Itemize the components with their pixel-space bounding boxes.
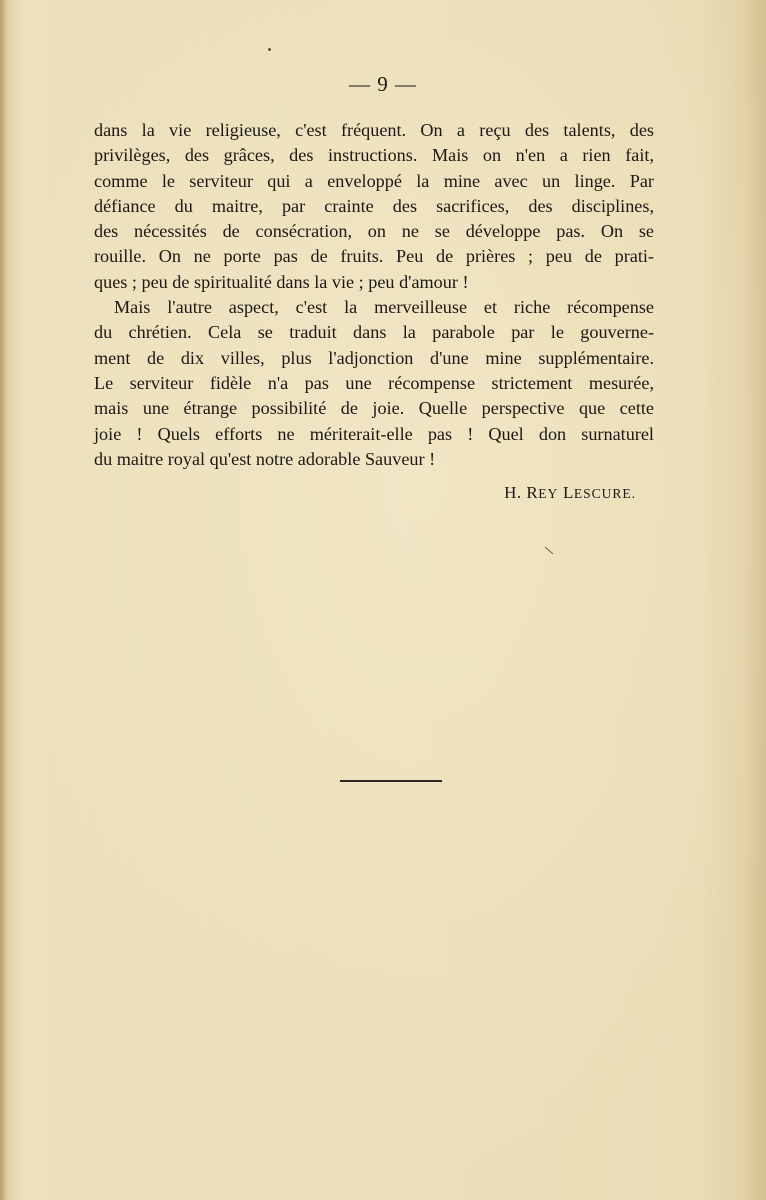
signature-first-name-cap: R — [526, 483, 539, 502]
stray-mark — [545, 547, 553, 554]
text-line: comme le serviteur qui a enveloppé la mine avec un linge. Par — [94, 170, 654, 191]
body-text — [94, 118, 654, 472]
ink-speck — [268, 48, 271, 51]
text-line: Le serviteur fidèle n'a pas une récompense strictement mesurée, — [94, 372, 654, 393]
signature-last-name-rest: ESCURE. — [573, 486, 636, 501]
signature-last-name-cap: L — [562, 483, 574, 502]
text-line: mais une étrange possibilité de joie. Quelle perspective que cette — [94, 398, 654, 419]
text-line: joie ! Quels efforts ne mériterait-elle pas ! Quel don surnaturel — [94, 423, 654, 444]
text-line: Mais l'autre aspect, c'est la merveilleuse et riche récompense — [114, 297, 654, 318]
page-gutter-shadow — [0, 0, 6, 1200]
text-line: privilèges, des grâces, des instructions. Mais on n'en a rien fait, — [94, 145, 654, 166]
text-line: ques ; peu de spiritualité dans la vie ; peu d'amour ! — [94, 271, 469, 292]
text-line: du chrétien. Cela se traduit dans la parabole par le gouverne- — [94, 322, 654, 343]
author-signature — [504, 483, 636, 503]
page-number: — 9 — — [349, 72, 417, 96]
signature-first-name-rest: EY — [538, 486, 559, 501]
text-line: rouille. On ne porte pas de fruits. Peu de prières ; peu de prati- — [94, 246, 654, 267]
text-line: défiance du maitre, par crainte des sacrifices, des disciplines, — [94, 195, 654, 216]
text-line: des nécessités de consécration, on ne se développe pas. On se — [94, 221, 654, 242]
text-line: dans la vie religieuse, c'est fréquent. On a reçu des talents, des — [94, 120, 654, 140]
signature-initial: H. — [504, 483, 522, 502]
text-line: ment de dix villes, plus l'adjonction d'une mine supplémentaire. — [94, 347, 654, 368]
text-line: du maitre royal qu'est notre adorable Sauveur ! — [94, 448, 436, 469]
section-divider-rule — [340, 780, 442, 782]
